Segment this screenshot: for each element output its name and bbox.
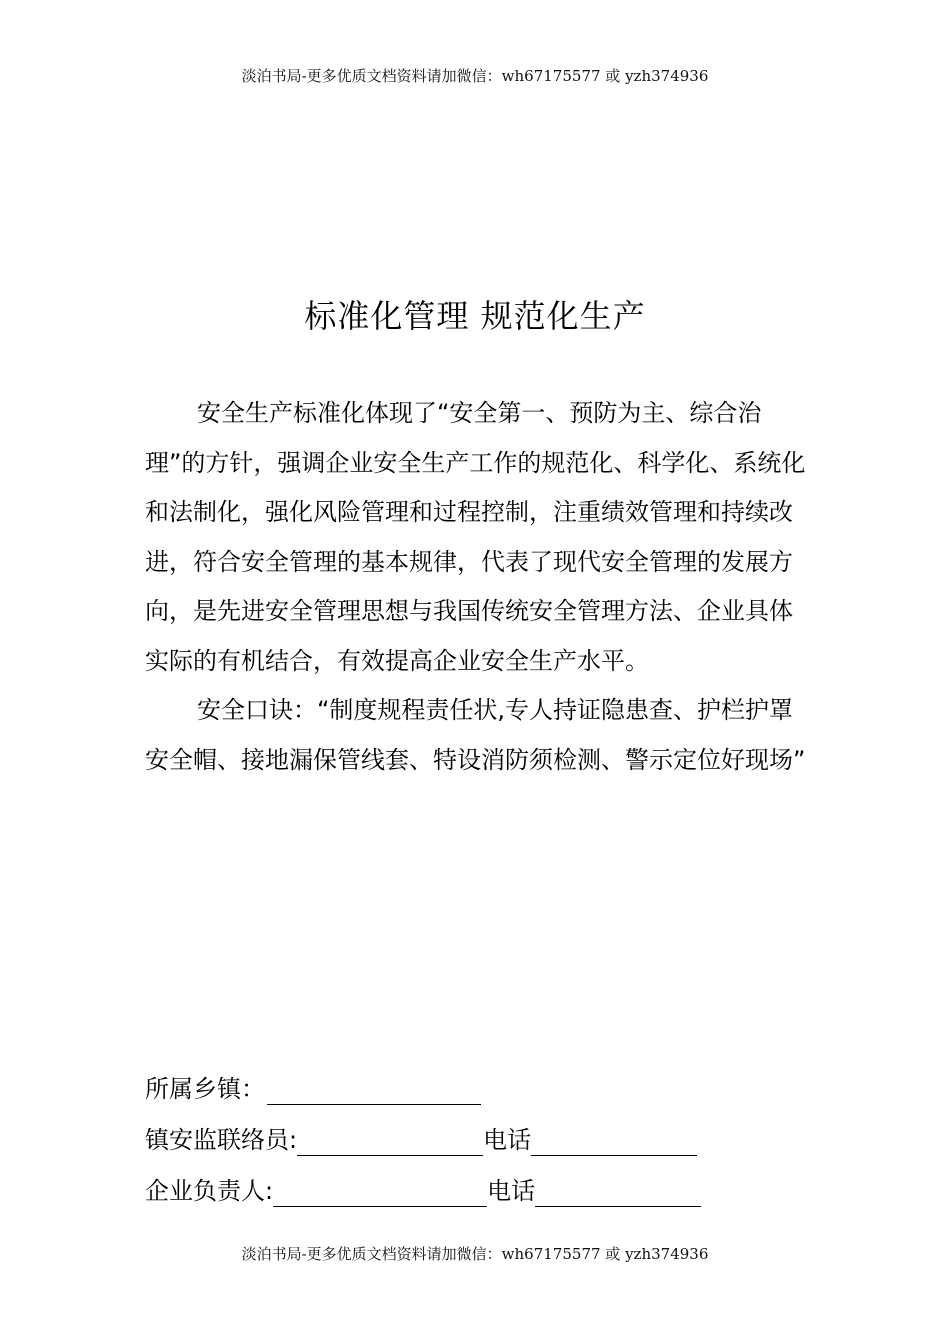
owner-row — [145, 1166, 795, 1217]
paragraph-safety-slogan: 安全口诀：“制度规程责任状,专人持证隐患查、护栏护罩安全帽、接地漏保管线套、特设消防须检测、警示定位好现场” — [145, 696, 806, 774]
liaison-label: 镇安监联络员: — [145, 1126, 298, 1154]
township-blank[interactable] — [267, 1072, 481, 1105]
page-header-watermark: 淡泊书局-更多优质文档资料请加微信：wh67175577 或 yzh374936 — [241, 67, 709, 85]
liaison-name-blank[interactable] — [297, 1123, 483, 1156]
paragraph-standardization: 安全生产标准化体现了“安全第一、预防为主、综合治理”的方针，强调企业安全生产工作的规范化、科学化、系统化和法制化，强化风险管理和过程控制，注重绩效管理和持续改进，符合安全管理的基本规律，代表了现代安全管理的发展方向，是先进安全管理思想与我国传统安全管理方法、企业具体实际的有机结合，有效提高企业安全生产水平。 — [145, 399, 806, 675]
document-title: 标准化管理 规范化生产 — [304, 297, 646, 335]
owner-phone-blank[interactable] — [535, 1174, 701, 1207]
liaison-row — [145, 1115, 795, 1166]
owner-label: 企业负责人: — [145, 1177, 274, 1205]
liaison-phone-label: 电话 — [483, 1126, 532, 1154]
township-row — [145, 1064, 795, 1115]
page-footer-watermark: 淡泊书局-更多优质文档资料请加微信：wh67175577 或 yzh374936 — [241, 1245, 709, 1263]
document-body — [145, 389, 815, 785]
township-label: 所属乡镇： — [145, 1075, 265, 1103]
owner-name-blank[interactable] — [273, 1174, 487, 1207]
liaison-phone-blank[interactable] — [531, 1123, 697, 1156]
owner-phone-label: 电话 — [487, 1177, 536, 1205]
contact-form — [145, 1064, 795, 1217]
